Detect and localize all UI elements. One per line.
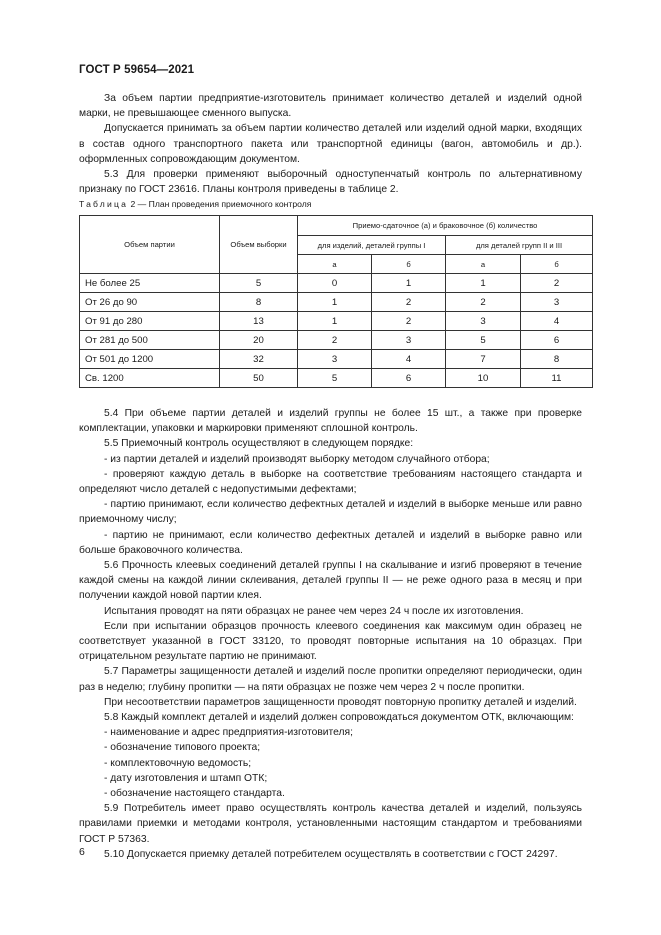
cell-lot: От 26 до 90 [80,293,220,312]
cell-b2: 8 [521,350,593,369]
paragraph: 5.4 При объеме партии деталей и изделий группы не более 15 шт., а также при проверке комплектации, упаковки и маркировки применяют сплошной контроль. [79,408,582,435]
cell-a1: 0 [298,274,372,293]
cell-b1: 3 [372,331,446,350]
cell-b1: 6 [372,369,446,388]
cell-lot: От 501 до 1200 [80,350,220,369]
paragraph: Допускается принимать за объем партии количество деталей или изделий одной марки, входящих в состав одного транспортного пакета или транспортной единицы (вагон, автомобиль и др.). оформленных сопровождающим документом. [79,123,582,165]
cell-lot: От 91 до 280 [80,312,220,331]
cell-lot: Не более 25 [80,274,220,293]
cell-sample: 20 [220,331,298,350]
cell-b2: 2 [521,274,593,293]
cell-a2: 3 [446,312,521,331]
header-sample-size: Объем выборки [220,216,298,274]
table-caption-text: 2 — План проведения приемочного контроля [128,199,312,209]
cell-b1: 4 [372,350,446,369]
cell-b1: 2 [372,293,446,312]
cell-a2: 1 [446,274,521,293]
table-row [80,350,593,369]
paragraph: При несоответствии параметров защищенности проводят повторную пропитку деталей и изделий. [104,696,577,708]
header-lot-size: Объем партии [80,216,220,274]
list-item: - обозначение настоящего стандарта. [104,788,285,800]
cell-sample: 8 [220,293,298,312]
paragraph: 5.8 Каждый комплект деталей и изделий должен сопровождаться документом ОТК, включающим: [104,712,574,724]
header-counts: Приемо-сдаточное (а) и браковочное (б) количество [298,216,593,236]
cell-lot: Св. 1200 [80,369,220,388]
cell-b2: 6 [521,331,593,350]
header-b2: б [521,255,593,274]
table-row [80,312,593,331]
body-text [79,406,582,862]
intro-text [79,91,582,197]
paragraph: За объем партии предприятие-изготовитель принимает количество деталей и изделий одной марки, не превышающее сменного выпуска. [79,93,582,120]
paragraph: Испытания проводят на пяти образцах не ранее чем через 24 ч после их изготовления. [104,605,524,617]
cell-a1: 5 [298,369,372,388]
cell-b2: 4 [521,312,593,331]
cell-b1: 2 [372,312,446,331]
paragraph: 5.9 Потребитель имеет право осуществлять контроль качества деталей и изделий, пользуясь правилами приемки и методами контроля, установленными настоящим стандартом и требованиями ГОСТ Р 57363. [79,803,582,845]
list-item: - партию не принимают, если количество дефектных деталей и изделий в выборке равно или больше браковочного количества. [79,529,582,556]
cell-lot: От 281 до 500 [80,331,220,350]
cell-b2: 11 [521,369,593,388]
cell-a2: 5 [446,331,521,350]
cell-sample: 50 [220,369,298,388]
cell-a1: 2 [298,331,372,350]
cell-sample: 5 [220,274,298,293]
table-row [80,331,593,350]
header-a2: а [446,255,521,274]
table-caption-label: Таблица [79,199,129,209]
cell-a1: 1 [298,312,372,331]
list-item: - партию принимают, если количество дефектных деталей и изделий в выборке меньше или равно приемочному числу; [79,499,582,526]
paragraph: 5.10 Допускается приемку деталей потребителем осуществлять в соответствии с ГОСТ 24297. [104,848,558,860]
header-group-2-3: для деталей групп II и III [446,236,593,255]
header-group-1: для изделий, деталей группы I [298,236,446,255]
paragraph: 5.5 Приемочный контроль осуществляют в следующем порядке: [104,438,414,450]
header-a1: а [298,255,372,274]
list-item: - из партии деталей и изделий производят выборку методом случайного отбора; [104,453,490,465]
cell-a2: 7 [446,350,521,369]
paragraph: 5.7 Параметры защищенности деталей и изделий после пропитки определяют периодически, один раз в неделю; глубину пропитки — на пяти образцах не позже чем через 2 ч после пропитки. [79,666,582,693]
cell-a2: 10 [446,369,521,388]
document-header: ГОСТ Р 59654—2021 [79,64,195,76]
cell-a2: 2 [446,293,521,312]
table-row [80,274,593,293]
cell-a1: 1 [298,293,372,312]
list-item: - дату изготовления и штамп ОТК; [104,772,268,784]
page-number: 6 [79,846,85,858]
paragraph: 5.3 Для проверки применяют выборочный одноступенчатый контроль по альтернативному признаку по ГОСТ 23616. Планы контроля приведены в таблице 2. [79,169,582,196]
paragraph: 5.6 Прочность клеевых соединений деталей группы I на скалывание и изгиб проверяют в течение каждой смены на каждой линии склеивания, деталей группы II — не реже одного раза в месяц и при получении каждой новой партии клея. [79,560,582,602]
paragraph: Если при испытании образцов прочность клеевого соединения как максимум один образец не соответствует указанной в ГОСТ 33120, то проводят повторные испытания на 10 образцах. При отрицательном результате партию не принимают. [79,620,582,663]
list-item: - проверяют каждую деталь в выборке на соответствие требованиям настоящего стандарта и определяют число деталей с недопустимыми дефектами; [79,468,582,496]
cell-a1: 3 [298,350,372,369]
control-plan-table [79,215,593,388]
list-item: - обозначение типового проекта; [104,742,261,754]
table-row [80,369,593,388]
list-item: - наименование и адрес предприятия-изготовителя; [104,727,353,739]
list-item: - комплектовочную ведомость; [104,757,252,769]
table-caption [79,199,311,209]
header-b1: б [372,255,446,274]
cell-b1: 1 [372,274,446,293]
cell-b2: 3 [521,293,593,312]
table-row [80,293,593,312]
cell-sample: 32 [220,350,298,369]
cell-sample: 13 [220,312,298,331]
